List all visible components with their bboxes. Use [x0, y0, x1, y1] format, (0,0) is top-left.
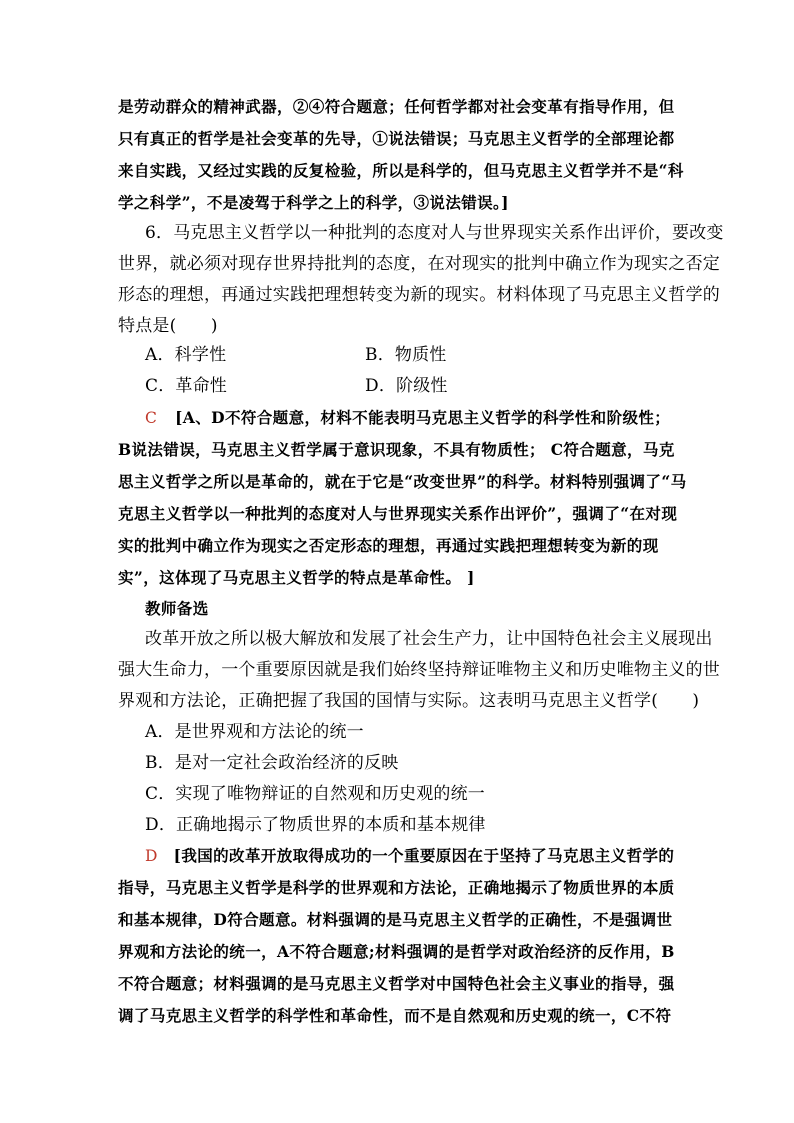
prev-analysis-line-1: 是劳动群众的精神武器，②④符合题意；任何哲学都对社会变革有指导作用，但: [118, 97, 675, 116]
q6-stem-line-1: 6．马克思主义哲学以一种批判的态度对人与世界现实关系作出评价，要改变: [145, 223, 724, 243]
teacher-option-d: D．正确地揭示了物质世界的本质和基本规律: [145, 815, 486, 835]
teacher-analysis-text-1: [我国的改革开放取得成功的一个重要原因在于坚持了马克思主义哲学的: [173, 846, 675, 865]
q6-option-b: B．物质性: [365, 345, 447, 365]
q6-analysis-line-4: 克思主义哲学以一种批判的态度对人与世界现实关系作出评价”，强调了“在对现: [118, 504, 678, 523]
q6-analysis-line-2: B说法错误，马克思主义哲学属于意识现象，不具有物质性； C符合题意，马克: [118, 440, 675, 459]
teacher-analysis-line-2: 指导，马克思主义哲学是科学的世界观和方法论，正确地揭示了物质世界的本质: [118, 878, 675, 897]
teacher-option-a: A．是世界观和方法论的统一: [145, 722, 364, 742]
q6-analysis-line-5: 实的批判中确立作为现实之否定形态的理想，再通过实践把理想转变为新的现: [118, 536, 659, 555]
q6-stem-line-4: 特点是( ): [118, 316, 218, 336]
teacher-stem-line-1: 改革开放之所以极大解放和发展了社会生产力，让中国特色社会主义展现出: [145, 629, 713, 649]
teacher-answer-letter: D: [145, 847, 158, 865]
teacher-option-b: B．是对一定社会政治经济的反映: [145, 753, 399, 773]
q6-analysis-line-6: 实”，这体现了马克思主义哲学的特点是革命性。 ]: [118, 568, 475, 587]
prev-analysis-line-4: 学之科学”，不是凌驾于科学之上的科学，③说法错误。]: [118, 193, 509, 212]
teacher-analysis-line-1: [145, 848, 674, 865]
teacher-analysis-line-3: 和基本规律，D符合题意。材料强调的是马克思主义哲学的正确性，不是强调世: [118, 910, 673, 929]
q6-option-d: D．阶级性: [365, 376, 448, 396]
q6-stem-line-2: 世界，就必须对现存世界持批判的态度，在对现实的批判中确立作为现实之否定: [118, 254, 720, 274]
prev-analysis-line-2: 只有真正的哲学是社会变革的先导，①说法错误；马克思主义哲学的全部理论都: [118, 129, 675, 148]
teacher-section-heading: 教师备选: [145, 599, 209, 618]
prev-analysis-line-3: 来自实践，又经过实践的反复检验，所以是科学的，但马克思主义哲学并不是“科: [118, 161, 684, 180]
teacher-stem-line-2: 强大生命力，一个重要原因就是我们始终坚持辩证唯物主义和历史唯物主义的世: [118, 660, 720, 680]
teacher-analysis-line-4: 界观和方法论的统一，A不符合题意;材料强调的是哲学对政治经济的反作用，B: [118, 942, 675, 961]
q6-analysis-line-3: 思主义哲学之所以是革命的，就在于它是“改变世界”的科学。材料特别强调了“马: [118, 472, 687, 491]
teacher-option-c: C．实现了唯物辩证的自然观和历史观的统一: [145, 784, 486, 804]
teacher-analysis-line-6: 调了马克思主义哲学的科学性和革命性，而不是自然观和历史观的统一，C不符: [118, 1006, 672, 1025]
q6-analysis-line-1: [145, 410, 670, 427]
q6-option-c: C．革命性: [145, 376, 228, 396]
teacher-analysis-line-5: 不符合题意；材料强调的是马克思主义哲学对中国特色社会主义事业的指导，强: [118, 974, 675, 993]
teacher-stem-line-3: 界观和方法论，正确把握了我国的国情与实际。这表明马克思主义哲学( ): [118, 691, 700, 711]
q6-answer-letter: C: [145, 409, 158, 427]
q6-analysis-text-1: [A、D不符合题意，材料不能表明马克思主义哲学的科学性和阶级性；: [175, 408, 671, 427]
q6-option-a: A．科学性: [145, 345, 227, 365]
q6-stem-line-3: 形态的理想，再通过实践把理想转变为新的现实。材料体现了马克思主义哲学的: [118, 285, 720, 305]
